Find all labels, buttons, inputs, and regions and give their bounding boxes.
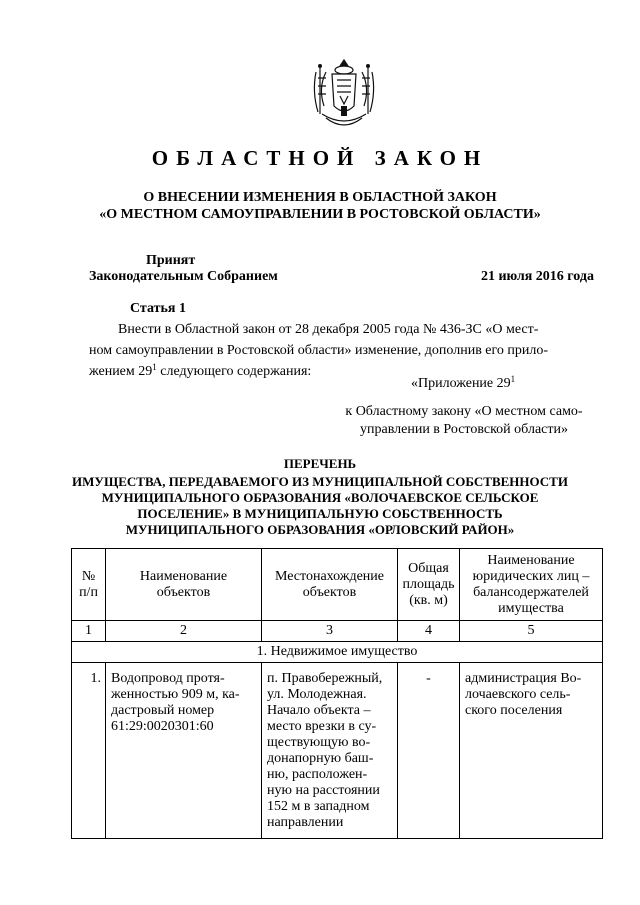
header-text: №	[81, 568, 96, 584]
header-text: балансодержателей	[473, 584, 589, 600]
header-text: Наименование	[487, 552, 575, 568]
article-text	[89, 319, 594, 382]
column-number: 4	[398, 621, 460, 642]
cell-line: ского поселения	[465, 703, 563, 718]
law-title: ОБЛАСТНОЙ ЗАКОН	[151, 146, 489, 170]
law-subtitle	[0, 189, 640, 223]
column-number: 2	[106, 621, 262, 642]
cell-line: донапорную баш-	[267, 751, 374, 766]
appendix-label	[411, 376, 515, 392]
cell-line: дастровый номер	[111, 703, 215, 718]
cell-line: место врезки в су-	[267, 719, 377, 734]
section-title: 1. Недвижимое имущество	[72, 642, 603, 663]
row-name	[106, 663, 262, 839]
header-text: Общая	[408, 560, 449, 576]
header-location	[262, 549, 398, 621]
list-subtitle-line: ИМУЩЕСТВА, ПЕРЕДАВАЕМОГО ИЗ МУНИЦИПАЛЬНОЙ СОБСТВЕННОСТИ	[72, 474, 568, 489]
cell-line: ню, расположен-	[267, 767, 368, 782]
list-subtitle-line: МУНИЦИПАЛЬНОГО ОБРАЗОВАНИЯ «ОРЛОВСКИЙ РАЙОН»	[125, 522, 515, 537]
row-location	[262, 663, 398, 839]
list-subtitle-line: МУНИЦИПАЛЬНОГО ОБРАЗОВАНИЯ «ВОЛОЧАЕВСКОЕ СЕЛЬСКОЕ	[101, 490, 539, 505]
cell-line: ул. Молодежная.	[267, 687, 367, 702]
cell-line: ществующую во-	[267, 735, 371, 750]
appendix-label-text: «Приложение 29	[411, 376, 511, 391]
cell-line: Начало объекта –	[267, 703, 371, 718]
cell-line: направлении	[267, 815, 344, 830]
header-text: Местонахождение	[274, 568, 384, 584]
cell-line: женностью 909 м, ка-	[111, 687, 240, 702]
header-num	[72, 549, 106, 621]
header-text: (кв. м)	[409, 592, 448, 608]
column-number: 1	[72, 621, 106, 642]
list-title: ПЕРЕЧЕНЬ	[283, 456, 357, 471]
header-text: объектов	[302, 584, 357, 600]
law-subtitle-line: О ВНЕСЕНИИ ИЗМЕНЕНИЯ В ОБЛАСТНОЙ ЗАКОН	[143, 190, 497, 205]
cell-line: п. Правобережный,	[267, 671, 383, 686]
header-text: объектов	[156, 584, 211, 600]
appendix-reference-line: управлении в Ростовской области»	[360, 422, 568, 437]
header-text: юридических лиц –	[472, 568, 590, 584]
row-num: 1.	[72, 663, 106, 839]
list-subtitle-line: ПОСЕЛЕНИЕ» В МУНИЦИПАЛЬНУЮ СОБСТВЕННОСТЬ	[137, 506, 503, 521]
property-table	[71, 548, 603, 839]
coat-of-arms-emblem	[304, 58, 384, 134]
column-number: 3	[262, 621, 398, 642]
cell-line: лочаевского сель-	[465, 687, 571, 702]
header-holder	[460, 549, 603, 621]
accepted-by: Законодательным Собранием	[89, 269, 278, 284]
appendix-reference-line: к Областному закону «О местном само-	[345, 404, 583, 419]
row-area: -	[398, 663, 460, 839]
article-heading: Статья 1	[130, 301, 186, 316]
article-text-part: жением 29	[89, 364, 153, 379]
header-text: площадь	[402, 576, 455, 592]
article-line	[89, 361, 594, 382]
accepted-label: Принят	[146, 253, 196, 268]
header-name	[106, 549, 262, 621]
adoption-date: 21 июля 2016 года	[480, 269, 594, 284]
cell-line: ную на расстоянии	[267, 783, 380, 798]
table-header-row	[72, 549, 603, 621]
article-line: ном самоуправлении в Ростовской области» изменение, дополнив его прило-	[89, 343, 549, 358]
article-text-part: следующего содержания:	[156, 364, 312, 379]
header-text: Наименование	[139, 568, 228, 584]
header-area	[398, 549, 460, 621]
header-text: имущества	[498, 600, 564, 616]
section-row	[72, 642, 603, 663]
column-number-row	[72, 621, 603, 642]
cell-line: Водопровод протя-	[111, 671, 225, 686]
superscript: 1	[152, 362, 157, 372]
article-line: Внести в Областной закон от 28 декабря 2005 года № 436-ЗС «О мест-	[118, 322, 539, 337]
law-subtitle-line: «О МЕСТНОМ САМОУПРАВЛЕНИИ В РОСТОВСКОЙ ОБЛАСТИ»	[99, 207, 541, 222]
list-subtitle	[0, 474, 640, 538]
cell-line: 61:29:0020301:60	[111, 719, 214, 734]
cell-line: 152 м в западном	[267, 799, 370, 814]
header-text: п/п	[79, 584, 98, 600]
column-number: 5	[460, 621, 603, 642]
table-row	[72, 663, 603, 839]
cell-line: администрация Во-	[465, 671, 582, 686]
appendix-reference	[333, 403, 595, 439]
superscript: 1	[510, 374, 516, 384]
row-holder	[460, 663, 603, 839]
